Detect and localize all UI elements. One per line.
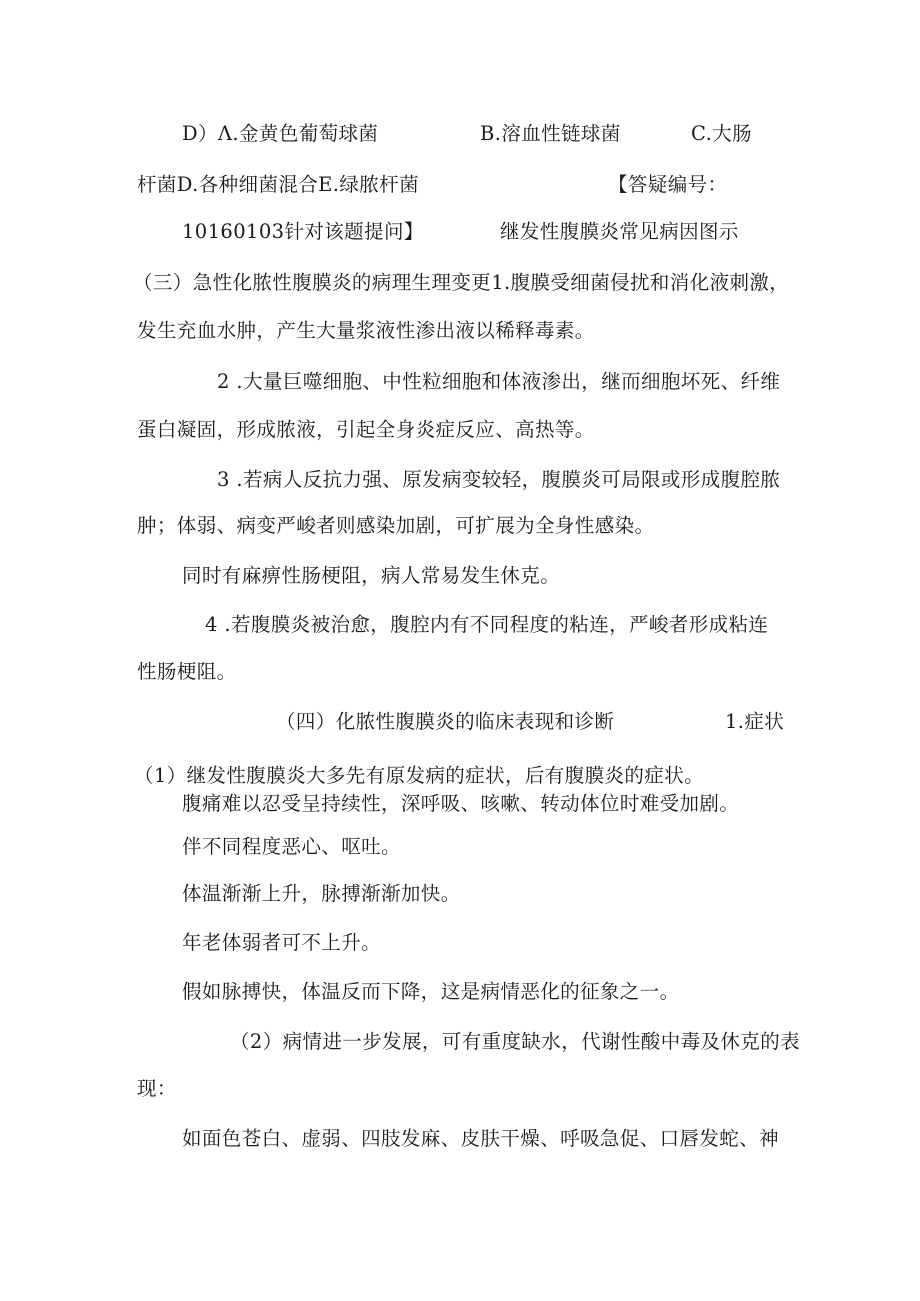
subsection-heading-symptoms: 1.症状 [725, 710, 785, 733]
paragraph-line: 腹痛难以忍受呈持续性，深呼吸、咳嗽、转动体位时难受加剧。 [182, 792, 740, 815]
paragraph-line: 假如脉搏快，体温反而下降，这是病情恶化的征象之一。 [182, 980, 680, 1003]
question-option-c: C.大肠 [691, 122, 753, 145]
section-heading-4: （四）化脓性腹膜炎的临床表现和诊断 [276, 710, 615, 733]
paragraph-line: 性肠梗阻。 [137, 660, 237, 683]
question-options-line-1: D）Λ.金黄色葡萄球菌 [182, 122, 379, 145]
question-option-b: B.溶血性链球菌 [480, 122, 621, 145]
paragraph-line: 同时有麻痹性肠梗阻，病人常易发生休克。 [182, 564, 561, 587]
paragraph-line: 现： [137, 1077, 177, 1100]
paragraph-line: 年老体弱者可不上升。 [182, 931, 382, 954]
section-heading-3: （三）急性化脓性腹膜炎的病理生理变更1.腹膜受细菌侵扰和消化液刺激， [133, 271, 790, 294]
figure-caption: 继发性腹膜炎常见病因图示 [500, 220, 739, 243]
list-item-2: 2 .大量巨噬细胞、中性粒细胞和体液渗出，继而细胞坏死、纤维 [217, 370, 781, 393]
paragraph-line: 如面色苍白、虚弱、四肢发麻、皮肤干燥、呼吸急促、口唇发蛇、神 [182, 1127, 780, 1150]
paragraph-line: 体温渐渐上升，脉搏渐渐加快。 [182, 882, 461, 905]
answer-id-link[interactable]: 10160103针对该题提问】 [182, 220, 424, 243]
list-item-paren-1: （1）继发性腹膜炎大多先有原发病的症状，后有腹膜炎的症状。 [134, 764, 705, 787]
paragraph-line: 蛋白凝固，形成脓液，引起全身炎症反应、高热等。 [137, 418, 595, 441]
paragraph-line: 发生充血水肿，产生大量浆液性渗出液以稀释毒素。 [137, 319, 595, 342]
list-item-3: 3 .若病人反抗力强、原发病变较轻，腹膜炎可局限或形成腹腔脓 [217, 468, 781, 491]
paragraph-line: 肿；体弱、病变严峻者则感染加剧，可扩展为全身性感染。 [137, 514, 655, 537]
list-item-paren-2: （2）病情进一步发展，可有重度缺水，代谢性酸中毒及休克的表 [230, 1030, 801, 1053]
paragraph-line: 伴不同程度恶心、呕吐。 [182, 835, 401, 858]
list-item-4: 4 .若腹膜炎被治愈，腹腔内有不同程度的粘连，严峻者形成粘连 [205, 613, 769, 636]
question-options-line-2: 杆菌D.各种细菌混合E.绿脓杆菌 [137, 173, 419, 196]
answer-id-label: 【答疑编号： [608, 173, 728, 196]
